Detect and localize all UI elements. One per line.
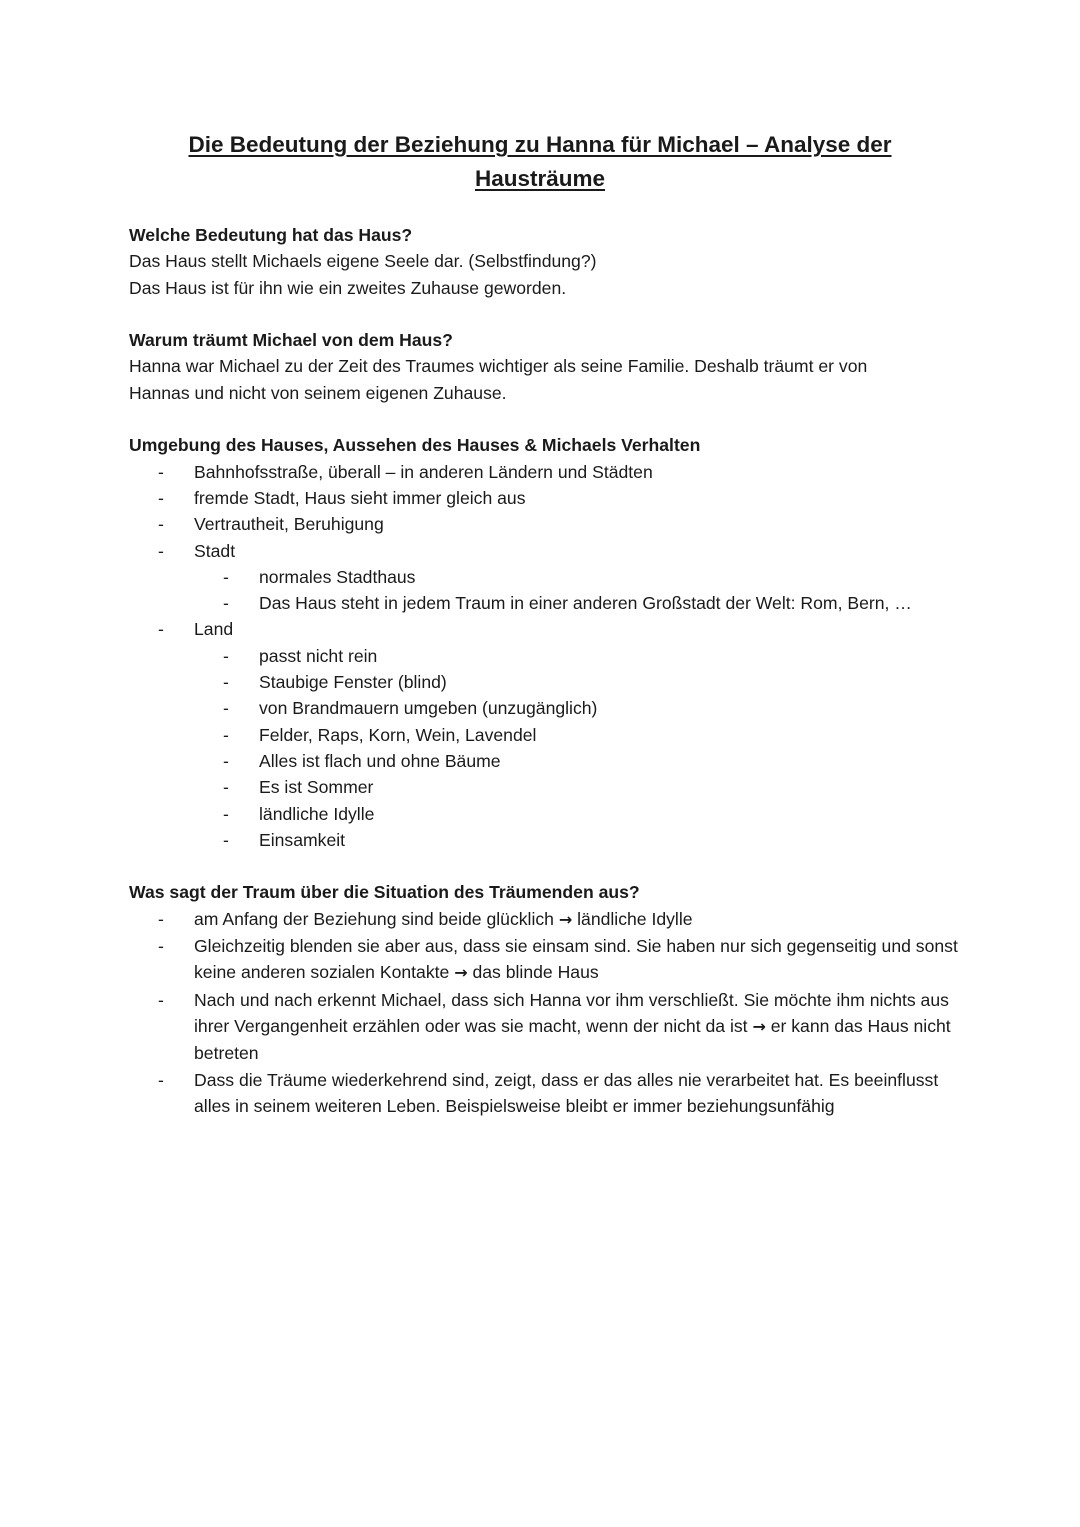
sub-list-item: - von Brandmauern umgeben (unzugänglich) [194, 695, 959, 721]
list-item [129, 538, 959, 617]
arrow-right-icon: → [454, 963, 468, 983]
list-item-text: er kann das Haus nicht betreten [194, 1015, 951, 1064]
sub-list-item: - Einsamkeit [194, 827, 959, 853]
sub-list-item: - normales Stadthaus [194, 564, 959, 590]
list-item-text: das blinde Haus [467, 962, 599, 983]
list-item-text: fremde Stadt, Haus sieht immer gleich aus [194, 487, 526, 508]
list-item-text: ländliche Idylle [572, 908, 693, 929]
list-item-text: Stadt [194, 540, 236, 561]
section-heading: Warum träumt Michael von dem Haus? [129, 330, 453, 351]
list-item [129, 485, 959, 511]
paragraph-line: Das Haus ist für ihn wie ein zweites Zuhause geworden. [129, 277, 567, 298]
arrow-right-icon: → [752, 1016, 766, 1036]
section-heading: Was sagt der Traum über die Situation des Träumenden aus? [129, 882, 640, 903]
sub-list-item: - Felder, Raps, Korn, Wein, Lavendel [194, 722, 959, 748]
section-heading: Umgebung des Hauses, Aussehen des Hauses & Michaels Verhalten [129, 435, 701, 456]
document-body [129, 222, 959, 1145]
list-item-text: Gleichzeitig blenden sie aber aus, dass sie einsam sind. Sie haben nur sich gegenseitig und sonst keine anderen sozialen Kontakte [194, 936, 958, 983]
section-situation-traeumender [129, 879, 959, 1119]
paragraph-line: Hannas und nicht von seinem eigenen Zuhause. [129, 382, 507, 403]
list-item [129, 616, 959, 853]
list-item [129, 459, 959, 485]
list-item-text: Land [194, 619, 234, 640]
sub-list-item: - passt nicht rein [194, 643, 959, 669]
arrow-right-icon: → [558, 909, 573, 929]
sub-bullet-list [194, 643, 959, 853]
section-umgebung-haus [129, 432, 959, 853]
section-bedeutung-haus [129, 222, 959, 301]
sub-bullet-list [194, 564, 959, 617]
paragraph-line: Hanna war Michael zu der Zeit des Traumes wichtiger als seine Familie. Deshalb träumt er von [129, 356, 868, 377]
list-item-text: Vertrautheit, Beruhigung [194, 514, 384, 535]
bullet-list [129, 906, 959, 1119]
sub-list-item: - Das Haus steht in jedem Traum in einer anderen Großstadt der Welt: Rom, Bern, … [194, 590, 959, 616]
list-item [129, 511, 959, 537]
section-heading: Welche Bedeutung hat das Haus? [129, 225, 413, 245]
list-item [129, 906, 959, 933]
paragraph-line: Das Haus stellt Michaels eigene Seele dar. (Selbstfindung?) [129, 251, 597, 272]
bullet-list [129, 459, 959, 853]
list-item [129, 987, 959, 1067]
sub-list-item: - ländliche Idylle [194, 801, 959, 827]
sub-list-item: - Alles ist flach und ohne Bäume [194, 748, 959, 774]
list-item-text: Dass die Träume wiederkehrend sind, zeigt, dass er das alles nie verarbeitet hat. Es beeinflusst alles in seinem weiteren Leben. Beispielsweise bleibt er immer beziehungsunfähig [194, 1069, 939, 1116]
sub-list-item: - Es ist Sommer [194, 774, 959, 800]
list-item-text: am Anfang der Beziehung sind beide glücklich [194, 908, 559, 929]
list-item-text: Nach und nach erkennt Michael, dass sich Hanna vor ihm verschließt. Sie möchte ihm nichts aus ihrer Vergangenheit erzählen oder was sie macht, wenn der nicht da ist [194, 989, 949, 1036]
list-item [129, 933, 959, 987]
document-title: Die Bedeutung der Beziehung zu Hanna für Michael – Analyse der Hausträume [188, 132, 892, 191]
section-warum-traeumt [129, 327, 959, 406]
list-item-text: Bahnhofsstraße, überall – in anderen Ländern und Städten [194, 461, 653, 482]
list-item [129, 1067, 959, 1120]
sub-list-item: - Staubige Fenster (blind) [194, 669, 959, 695]
